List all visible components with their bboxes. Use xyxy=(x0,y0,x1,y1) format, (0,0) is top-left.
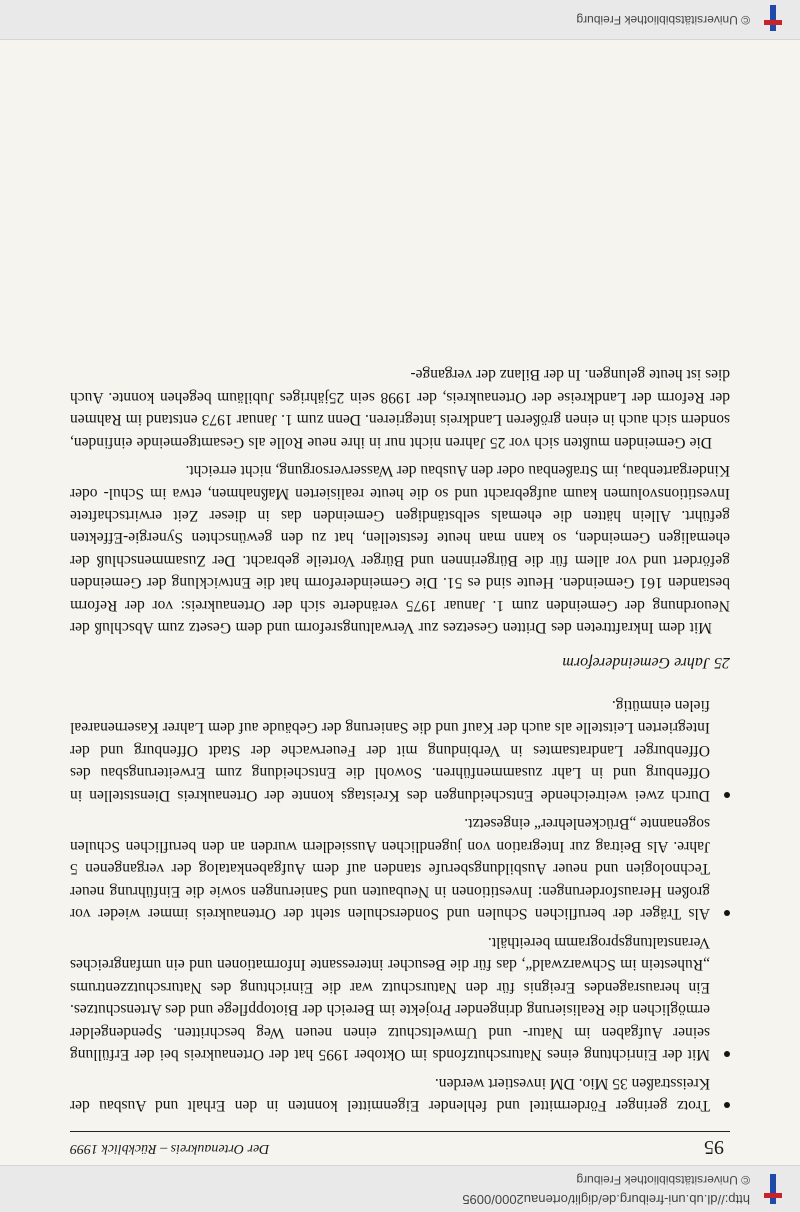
top-bar xyxy=(0,1165,800,1212)
url-text[interactable]: http://dl.ub.uni-freiburg.de/diglit/ortenau2000/0095 xyxy=(462,1192,750,1207)
section-heading: 25 Jahre Gemeindereform xyxy=(562,653,730,671)
bullet-icon xyxy=(724,910,730,916)
bullet-icon xyxy=(724,1051,730,1057)
paragraph: Die Gemeinden mußten sich vor 25 Jahren nicht nur in ihre neue Rolle als Gesamtgemeinde einfinden, sondern sich auch in einen größeren Landkreis integrieren. Denn zum 1. Januar 1973 entstand im Rahmen der Reform der Landkreise der Ortenaukreis, der 1998 sein 25jähriges Jubiläum begehen konnte. Auch dies ist heute gelungen. In der Bilanz der vergange- xyxy=(70,366,730,451)
paragraph: Mit dem Inkrafttreten des Dritten Gesetzes zur Verwaltungsreform und dem Gesetz zum Abschluß der Neuordnung der Gemeinden zum 1. Januar 1975 veränderte sich der Ortenaukreis: vor der Reform bestanden 161 Gemeinden. Heute sind es 51. Die Gemeindereform hat die Entwicklung der Gemeinden gefördert und vor allem für die Bürgerinnen und Bürger Vorteile gebracht. Der Zusammenschluß der ehemaligen Gemeinden, so kann man heute feststellen, hat zu den gewünschten Synergie-Effekten geführt. Allein hätten die ehemals selbständigen Gemeinden das in dieser Zeit erwirtschaftete Investitionsvolumen kaum aufgebracht und so die heute realisierten Maßnahmen, etwa im Schul- oder Kindergartenbau, im Straßenbau oder den Ausbau der Wasserversorgung, nicht erreicht. xyxy=(70,462,730,637)
list-item: Als Träger der beruflichen Schulen und Sonderschulen steht der Ortenaukreis immer wieder vor großen Herausforderungen: Investitionen in Neubauten und Sanierungen sowie die Einführung neuer Technologien und neuer Ausbildungsberufe standen auf dem Aufgabenkatalog der vergangenen 5 Jahre. Als Beitrag zur Integration von jugendlichen Aussiedlern wurden an den beruflichen Schulen sogenannte „Brückenlehrer“ eingesetzt. xyxy=(70,812,730,924)
text-column xyxy=(70,357,730,1116)
library-logo-icon xyxy=(764,1174,782,1204)
list-item: Trotz geringer Fördermittel und fehlender Eigenmittel konnten in den Erhalt und Ausbau der Kreisstraßen 35 Mio. DM investiert werden. xyxy=(70,1071,730,1116)
library-logo-icon xyxy=(764,5,782,31)
bottom-bar xyxy=(0,0,800,40)
list-item: Mit der Einrichtung eines Naturschutzfonds im Oktober 1995 hat der Ortenaukreis bei der Erfüllung seiner Aufgaben im Natur- und Umweltschutz einen neuen Weg beschritten. Spendengelder ermöglichen die Realisierung dringender Projekte im Bereich der Biotoppflege und des Artenschutzes. Ein herausragendes Ereignis für den Naturschutz war die Einrichtung des Naturschutzzentrums „Ruhestein im Schwarzwald“, das für die Besucher interessante Informationen und ein umfangreiches Veranstaltungsprogramm bereithält. xyxy=(70,930,730,1065)
bullet-icon xyxy=(724,1102,730,1108)
list-item: Durch zwei weitreichende Entscheidungen des Kreistags konnte der Ortenaukreis Dienststellen in Offenburg und in Lahr zusammenführen. Sowohl die Entscheidung zum Erweiterungsbau des Offenburger Landratsamtes in Verbindung mit der Feuerwache der Stadt Offenburg und der Integrierten Leitstelle als auch der Kauf und die Sanierung der Gebäude auf dem Lahrer Kasernenareal fielen einmütig. xyxy=(70,694,730,806)
copyright-text: © Universitätsbibliothek Freiburg xyxy=(576,13,750,27)
copyright-text: © Universitätsbibliothek Freiburg xyxy=(576,1173,750,1187)
page-number: 95 xyxy=(704,1136,724,1158)
bullet-icon xyxy=(724,792,730,798)
header-rule xyxy=(70,1131,730,1132)
running-title: Der Ortenaukreis – Rückblick 1999 xyxy=(70,1141,270,1156)
